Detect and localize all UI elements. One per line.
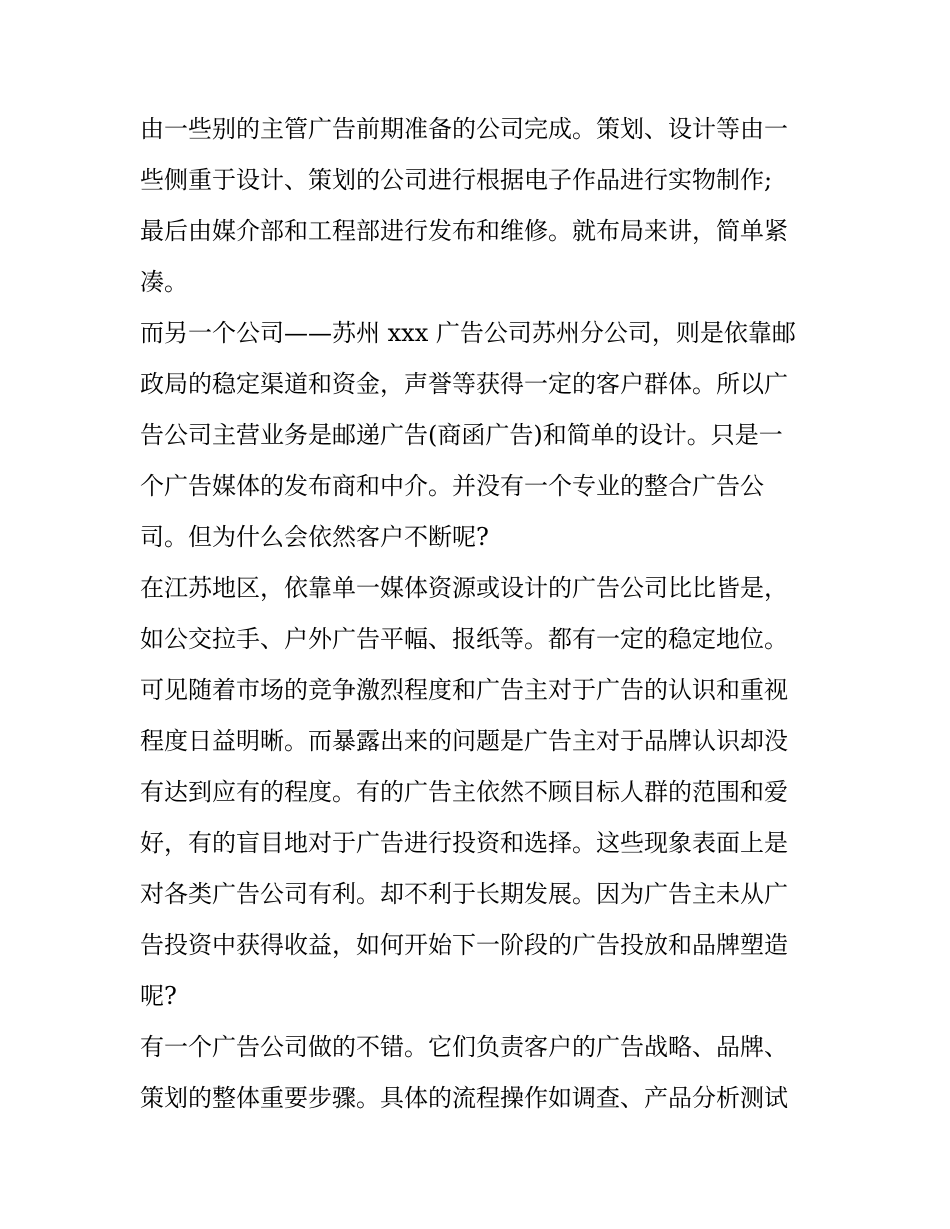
- text-line: 最后由媒介部和工程部进行发布和维修。就布局来讲，简单紧: [140, 217, 788, 245]
- text-line: 政局的稳定渠道和资金，声誉等获得一定的客户群体。所以广: [140, 370, 788, 398]
- paragraph-2: [140, 308, 820, 563]
- text-line: 由一些别的主管广告前期准备的公司完成。策划、设计等由一: [140, 115, 788, 143]
- paragraph-1: [140, 104, 820, 308]
- text-line: 司。但为什么会依然客户不断呢?: [140, 523, 489, 551]
- text-line: 而另一个公司——苏州 xxx 广告公司苏州分公司，则是依靠邮: [140, 319, 796, 347]
- text-line: 告公司主营业务是邮递广告(商函广告)和简单的设计。只是一: [140, 421, 783, 449]
- text-line: 告投资中获得收益，如何开始下一阶段的广告投放和品牌塑造: [140, 931, 788, 959]
- text-line: 有一个广告公司做的不错。它们负责客户的广告战略、品牌、: [140, 1033, 788, 1061]
- text-line: 些侧重于设计、策划的公司进行根据电子作品进行实物制作;: [140, 166, 773, 194]
- text-line: 如公交拉手、户外广告平幅、报纸等。都有一定的稳定地位。: [140, 625, 788, 653]
- text-line: 在江苏地区，依靠单一媒体资源或设计的广告公司比比皆是，: [140, 574, 788, 602]
- text-line: 凑。: [140, 268, 188, 296]
- text-line: 呢?: [140, 982, 177, 1010]
- text-line: 有达到应有的程度。有的广告主依然不顾目标人群的范围和爱: [140, 778, 788, 806]
- text-line: 程度日益明晰。而暴露出来的问题是广告主对于品牌认识却没: [140, 727, 788, 755]
- paragraph-3: [140, 563, 820, 1022]
- text-line: 个广告媒体的发布商和中介。并没有一个专业的整合广告公: [140, 472, 764, 500]
- text-line: 好，有的盲目地对于广告进行投资和选择。这些现象表面上是: [140, 829, 788, 857]
- text-line: 可见随着市场的竞争激烈程度和广告主对于广告的认识和重视: [140, 676, 788, 704]
- text-line: 策划的整体重要步骤。具体的流程操作如调查、产品分析测试: [140, 1084, 788, 1112]
- text-line: 对各类广告公司有利。却不利于长期发展。因为广告主未从广: [140, 880, 788, 908]
- paragraph-4: [140, 1022, 820, 1124]
- body-text: [140, 104, 820, 1124]
